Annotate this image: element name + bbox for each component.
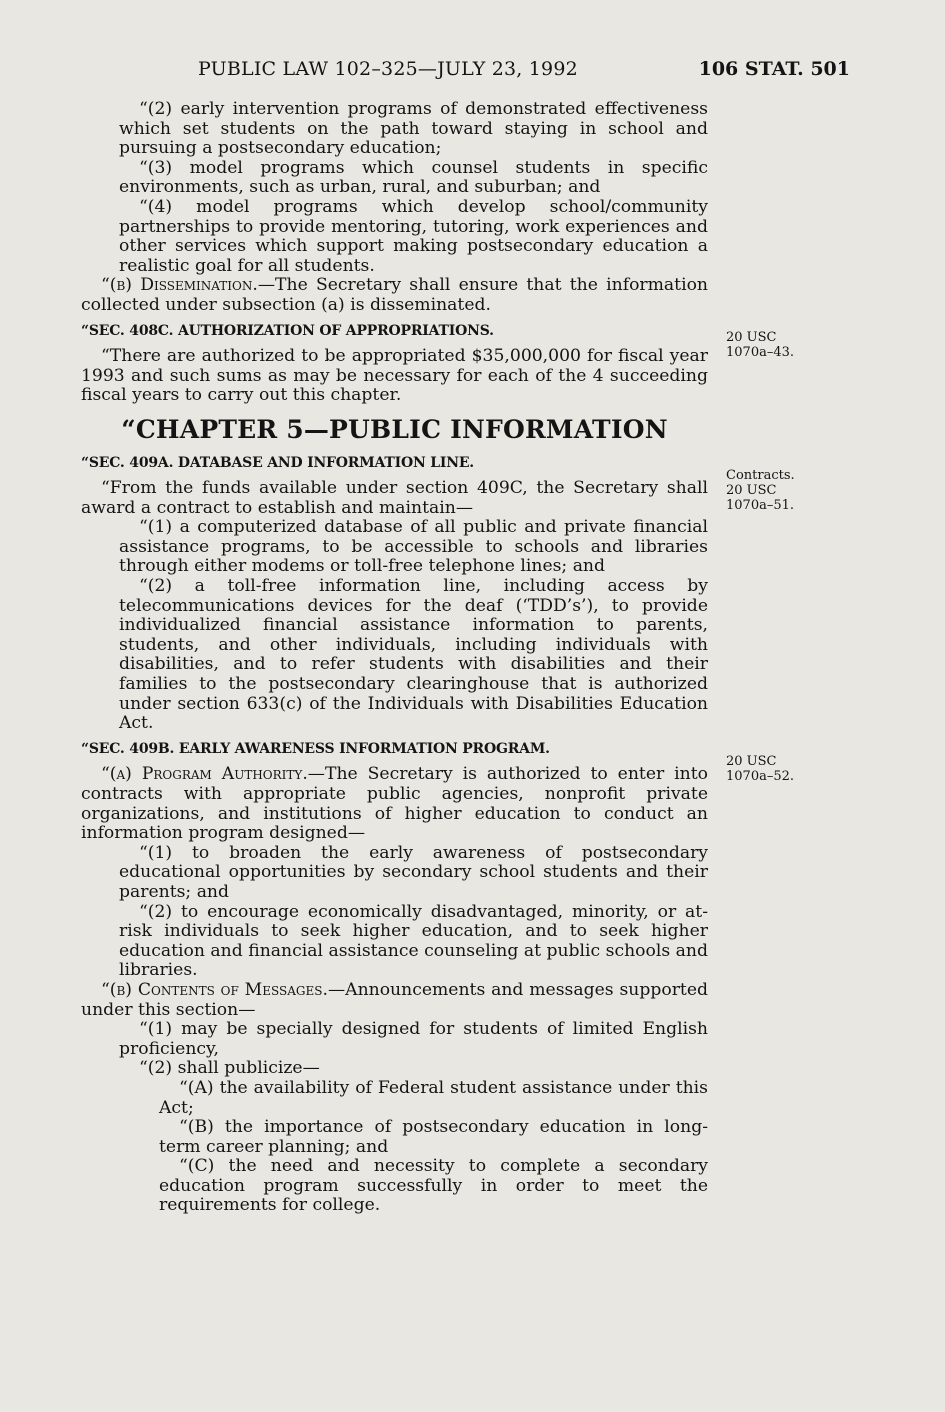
paragraph: “(C) the need and necessity to complete a secondary education program successfully in order to meet the requirements for college. [159,1156,708,1216]
paragraph: “(A) the availability of Federal student assistance under this Act; [159,1077,708,1118]
margin-note-line: 20 USC [726,754,777,769]
paragraph: “(2) to encourage economically disadvantaged, minority, or at-risk individuals to seek higher education, and to seek higher education and financial assistance counseling at public schools and libraries. [119,901,708,981]
paragraph: “(4) model programs which develop school/community partnerships to provide mentoring, tutoring, work experiences and other services which support making postsecondary education a realistic goal for all students. [119,196,708,276]
section-heading-408c: “SEC. 408C. AUTHORIZATION OF APPROPRIATIONS. [81,322,494,339]
section-heading-409a: “SEC. 409A. DATABASE AND INFORMATION LINE. [81,454,474,471]
paragraph: “(2) early intervention programs of demonstrated effectiveness which set students on the path toward staying in school and pursuing a postsecondary education; [119,99,708,159]
paragraph-contents-of-messages [81,981,708,1020]
paragraph: “(3) model programs which counsel students in specific environments, such as urban, rural, and suburban; and [119,157,708,198]
body-text [81,100,708,1216]
paragraph: “(2) a toll-free information line, including access by telecommunications devices for the deaf (‘TDD’s’), to provide individualized financial assistance information to parents, students, and other individuals, including individuals with disabilities, and to refer students with disabilities and their families to the postsecondary clearinghouse that is authorized under section 633(c) of the Individuals with Disabilities Education Act. [119,576,708,734]
margin-note-line: 20 USC [726,330,777,345]
paragraph: “(1) a computerized database of all public and private financial assistance programs, to be accessible to schools and libraries through either modems or toll-free telephone lines; and [119,517,708,577]
margin-note-line: 1070a–51. [726,498,795,513]
subsection-heading: “(b) Contents of Messages. [101,979,328,1000]
margin-note-line: 1070a–43. [726,345,795,360]
subsection-heading: “(a) Program Authority. [101,764,308,785]
margin-note-408c [726,330,794,360]
margin-note-409b [726,754,794,784]
paragraph: “(B) the importance of postsecondary education in long-term career planning; and [159,1117,708,1157]
margin-note-409a [726,468,795,513]
subsection-heading: “(b) Dissemination. [101,275,258,296]
paragraph: “(1) may be specially designed for students of limited English proficiency, [119,1019,708,1059]
subsection-text: —The Secretary is authorized to enter into contracts with appropriate public agencies, nonprofit private organizations, and institutions of higher education to conduct an information program designed— [81,764,708,844]
header-stat-page: 106 STAT. 501 [698,58,850,80]
running-header [80,58,850,86]
section-heading-409b: “SEC. 409B. EARLY AWARENESS INFORMATION PROGRAM. [81,740,550,757]
paragraph-program-authority [81,765,708,843]
paragraph: “(1) to broaden the early awareness of postsecondary educational opportunities by secondary school students and their parents; and [119,842,708,902]
chapter-heading: “CHAPTER 5—PUBLIC INFORMATION [121,414,668,444]
header-title: PUBLIC LAW 102–325—JULY 23, 1992 [198,58,578,80]
paragraph: “From the funds available under section 409C, the Secretary shall award a contract to establish and maintain— [81,478,708,518]
paragraph: “(2) shall publicize— [139,1058,320,1079]
subsection-text: —Announcements and messages supported under this section— [81,979,708,1020]
margin-note-line: Contracts. [726,468,795,483]
paragraph: “There are authorized to be appropriated $35,000,000 for fiscal year 1993 and such sums as may be necessary for each of the 4 succeeding fiscal years to carry out this chapter. [81,346,708,406]
subsection-text: —The Secretary shall ensure that the information collected under subsection (a) is disseminated. [81,275,709,315]
margin-note-line: 1070a–52. [726,769,795,784]
margin-note-line: 20 USC [726,483,777,498]
paragraph-dissemination [81,276,708,315]
